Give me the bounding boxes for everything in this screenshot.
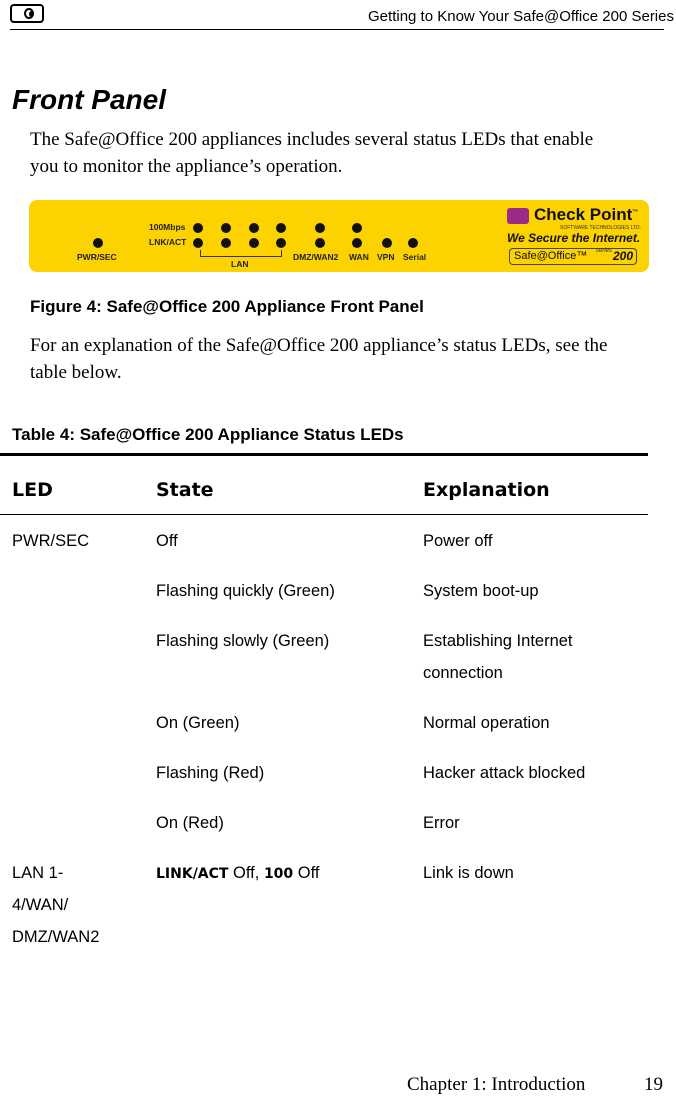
- product-series: series: [596, 248, 613, 254]
- led-100-3: [249, 223, 259, 233]
- safe-icon: [10, 4, 44, 23]
- front-panel-figure: [29, 200, 649, 272]
- led-lnk-3: [249, 238, 259, 248]
- table-caption: Table 4: Safe@Office 200 Appliance Status LEDs: [12, 425, 404, 444]
- state-cell: Flashing slowly (Green): [156, 632, 330, 650]
- footer-page-number: 19: [644, 1074, 663, 1095]
- state-cell: Off: [156, 532, 178, 550]
- table-header-rule: [0, 514, 648, 515]
- label-wan: WAN: [349, 252, 369, 262]
- led-cell-lan-3: DMZ/WAN2: [12, 928, 100, 946]
- explanation-cell: System boot-up: [423, 582, 539, 600]
- checkpoint-logo-icon: [507, 208, 529, 224]
- led-100-wan: [352, 223, 362, 233]
- label-100mbps: 100Mbps: [149, 222, 186, 232]
- led-lnk-1: [193, 238, 203, 248]
- led-serial: [408, 238, 418, 248]
- state-cell: Flashing quickly (Green): [156, 582, 335, 600]
- label-vpn: VPN: [377, 252, 395, 262]
- led-cell-lan-2: 4/WAN/: [12, 896, 69, 914]
- label-dmz-wan2: DMZ/WAN2: [293, 252, 339, 262]
- led-lnk-dmz: [315, 238, 325, 248]
- header-explanation: Explanation: [423, 479, 550, 501]
- label-serial: Serial: [403, 252, 427, 262]
- led-100-1: [193, 223, 203, 233]
- product-model: 200: [612, 249, 633, 263]
- checkpoint-brand: [507, 205, 641, 267]
- state-cell: On (Red): [156, 814, 224, 832]
- explanation-cell: Power off: [423, 532, 493, 550]
- led-lnk-2: [221, 238, 231, 248]
- header-state: State: [156, 479, 214, 501]
- led-lnk-wan: [352, 238, 362, 248]
- state-cell: Flashing (Red): [156, 764, 265, 782]
- explanation-cell: Hacker attack blocked: [423, 764, 586, 782]
- explanation-cell: Establishing Internet: [423, 632, 573, 650]
- header-rule: [10, 29, 664, 30]
- brand-subtitle: SOFTWARE TECHNOLOGIES LTD.: [560, 225, 642, 231]
- section-title: Front Panel: [12, 84, 167, 115]
- explain-line-1: For an explanation of the Safe@Office 200 appliance’s status LEDs, see the: [30, 335, 608, 356]
- state-cell-link: LINK/ACT Off, 100 Off: [156, 864, 320, 882]
- state-cell: On (Green): [156, 714, 240, 732]
- explain-line-2: table below.: [30, 362, 122, 383]
- explanation-cell: connection: [423, 664, 503, 682]
- header-led: LED: [12, 479, 53, 501]
- figure-caption: Figure 4: Safe@Office 200 Appliance Front Panel: [30, 297, 424, 316]
- brand-slogan: We Secure the Internet.: [507, 231, 641, 245]
- footer-chapter: Chapter 1: Introduction: [407, 1074, 586, 1095]
- intro-line-1: The Safe@Office 200 appliances includes several status LEDs that enable: [30, 129, 594, 150]
- intro-line-2: you to monitor the appliance’s operation.: [30, 156, 343, 177]
- lan-bracket: [200, 250, 282, 257]
- brand-name: Check Point™: [534, 205, 639, 224]
- explanation-cell: Error: [423, 814, 460, 832]
- led-100-4: [276, 223, 286, 233]
- led-cell-pwr-sec: PWR/SEC: [12, 532, 90, 550]
- label-lnk-act: LNK/ACT: [149, 237, 187, 247]
- table-top-rule: [0, 453, 648, 456]
- led-100-2: [221, 223, 231, 233]
- led-vpn: [382, 238, 392, 248]
- label-lan: LAN: [231, 259, 249, 269]
- led-pwr: [93, 238, 103, 248]
- product-name: Safe@Office™: [514, 250, 588, 262]
- running-header: Getting to Know Your Safe@Office 200 Series: [368, 8, 674, 25]
- led-100-dmz: [315, 223, 325, 233]
- led-lnk-4: [276, 238, 286, 248]
- product-badge: [509, 248, 637, 265]
- explanation-cell: Normal operation: [423, 714, 550, 732]
- led-cell-lan-1: LAN 1-: [12, 864, 64, 882]
- label-pwr-sec: PWR/SEC: [77, 252, 117, 262]
- explanation-cell: Link is down: [423, 864, 514, 882]
